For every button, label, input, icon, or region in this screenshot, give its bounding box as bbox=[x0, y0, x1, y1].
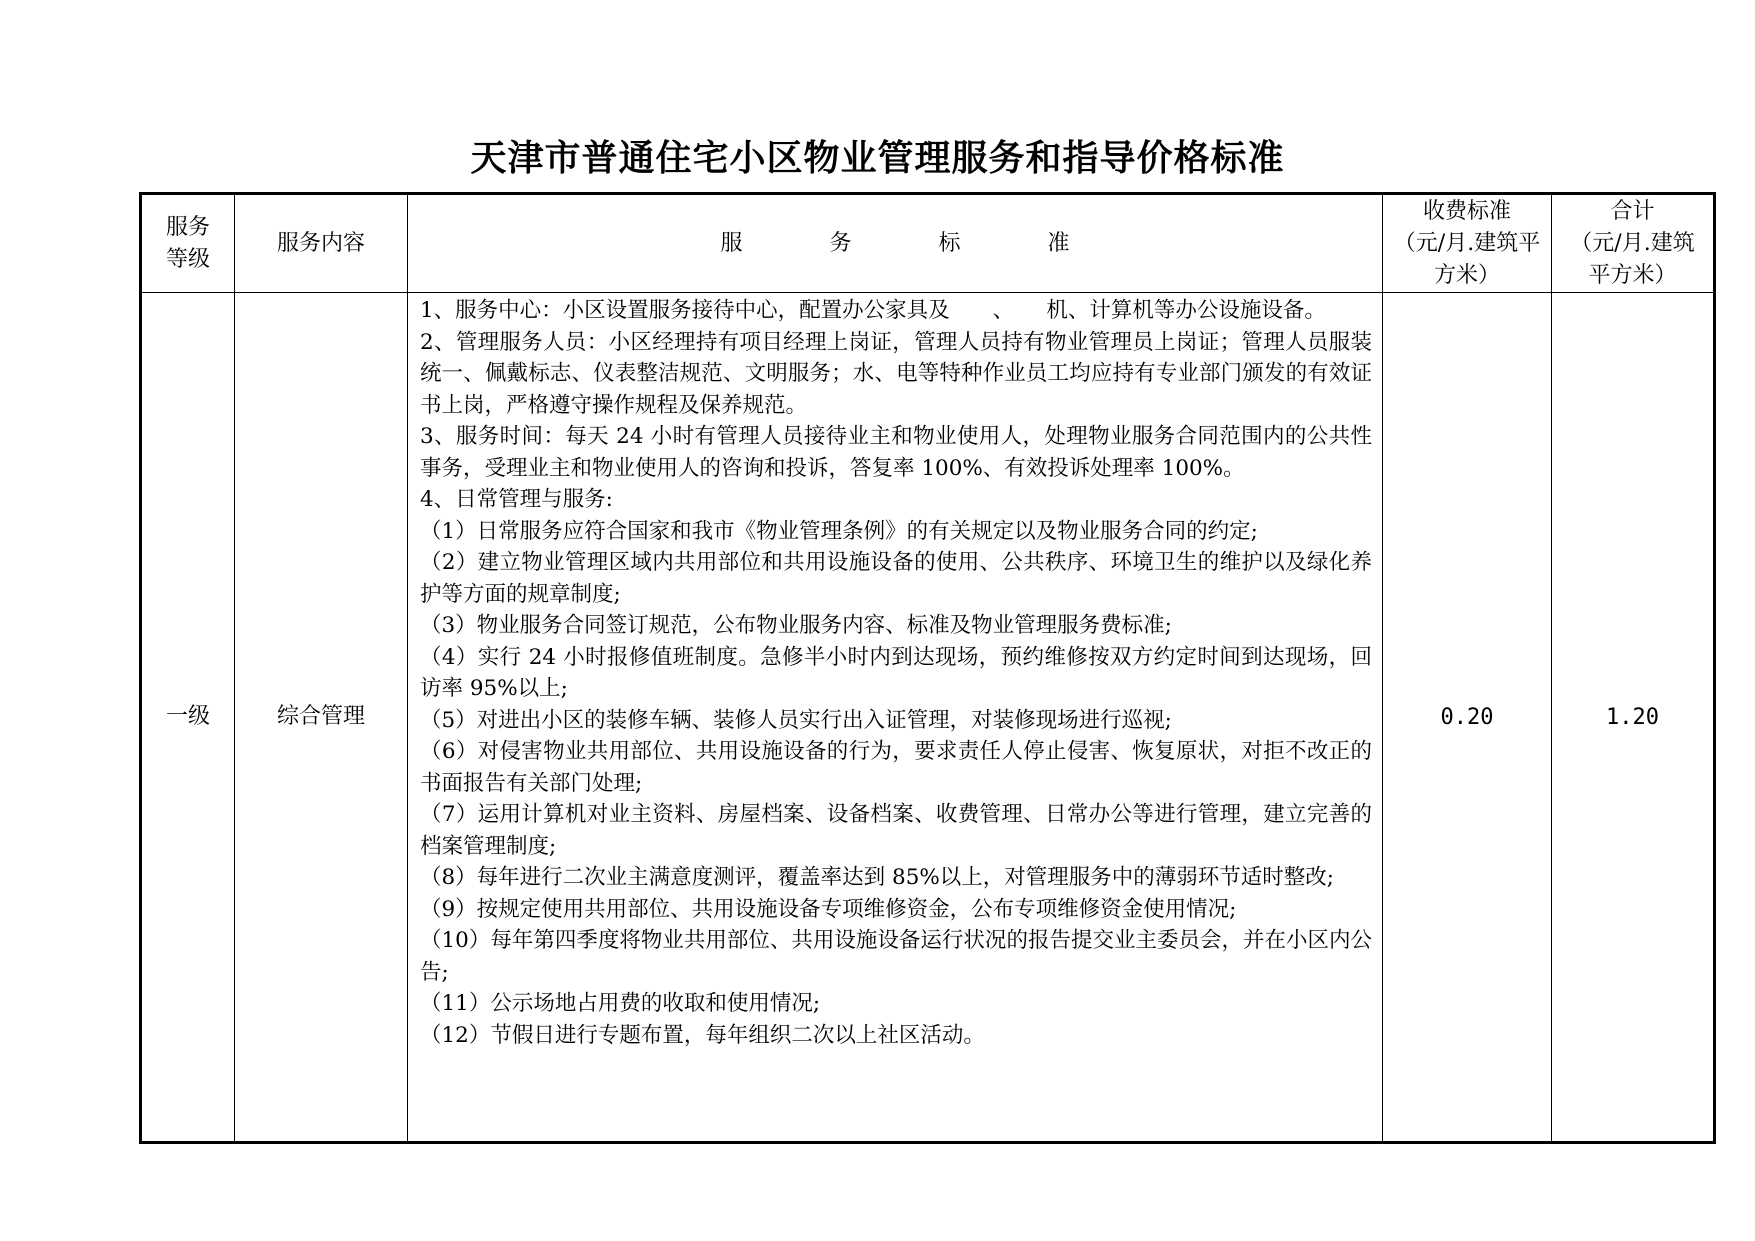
standard-item: 4、日常管理与服务: bbox=[420, 487, 613, 512]
standard-item: （1）日常服务应符合国家和我市《物业管理条例》的有关规定以及物业服务合同的约定; bbox=[420, 518, 1258, 544]
cell-service-level: 一级 bbox=[141, 293, 235, 1143]
header-service-level bbox=[141, 194, 235, 293]
standard-item: 1、服务中心：小区设置服务接待中心，配置办公家具及 、 机、计算机等办公设施设备。 bbox=[420, 298, 1326, 323]
header-service-content-label: 服务内容 bbox=[276, 230, 365, 256]
standard-item: （10）每年第四季度将物业共用部位、共用设施设备运行状况的报告提交业主委员会，并在小区内公告; bbox=[420, 928, 1372, 985]
standard-item: （8）每年进行二次业主满意度测评，覆盖率达到 85%以上，对管理服务中的薄弱环节适时整改; bbox=[420, 865, 1335, 890]
price-standard-table bbox=[139, 192, 1716, 1144]
header-service-content bbox=[235, 194, 408, 293]
header-fee-standard bbox=[1383, 194, 1552, 293]
header-service-standard-label: 服 务 标 准 bbox=[720, 230, 1110, 256]
cell-fee-standard: 0.20 bbox=[1383, 293, 1552, 1143]
cell-service-standard bbox=[408, 293, 1383, 1143]
standard-item: （11）公示场地占用费的收取和使用情况; bbox=[420, 991, 821, 1016]
standard-item: （3）物业服务合同签订规范，公布物业服务内容、标准及物业管理服务费标准; bbox=[420, 613, 1172, 638]
header-fee-standard-label: 收费标准 （元/月.建筑平 方米） bbox=[1393, 198, 1541, 288]
standard-item: （7）运用计算机对业主资料、房屋档案、设备档案、收费管理、日常办公等进行管理，建立完善的档案管理制度; bbox=[420, 802, 1372, 859]
standard-item: 3、服务时间：每天 24 小时有管理人员接待业主和物业使用人，处理物业服务合同范围内的公共性事务，受理业主和物业使用人的咨询和投诉，答复率 100%、有效投诉处理率 100%。 bbox=[420, 424, 1372, 481]
standard-item: 2、管理服务人员：小区经理持有项目经理上岗证，管理人员持有物业管理员上岗证；管理人员服装统一、佩戴标志、仪表整洁规范、文明服务；水、电等特种作业员工均应持有专业部门颁发的有效证书上岗，严格遵守操作规程及保养规范。 bbox=[420, 329, 1372, 418]
header-service-level-label: 服务 等级 bbox=[165, 214, 210, 272]
standard-item: （6）对侵害物业共用部位、共用设施设备的行为，要求责任人停止侵害、恢复原状，对拒不改正的书面报告有关部门处理; bbox=[420, 739, 1372, 796]
table-row bbox=[141, 293, 1715, 1143]
standard-item: （9）按规定使用共用部位、共用设施设备专项维修资金，公布专项维修资金使用情况; bbox=[420, 896, 1237, 922]
header-total bbox=[1552, 194, 1715, 293]
header-service-standard bbox=[408, 194, 1383, 293]
standard-lines bbox=[420, 295, 1372, 1051]
header-total-label: 合计 （元/月.建筑 平方米） bbox=[1570, 198, 1695, 288]
table-header-row bbox=[141, 194, 1715, 293]
standard-item: （2）建立物业管理区域内共用部位和共用设施设备的使用、公共秩序、环境卫生的维护以及绿化养护等方面的规章制度; bbox=[420, 550, 1372, 607]
standard-item: （12）节假日进行专题布置，每年组织二次以上社区活动。 bbox=[420, 1022, 985, 1048]
cell-service-content: 综合管理 bbox=[235, 293, 408, 1143]
standard-item: （4）实行 24 小时报修值班制度。急修半小时内到达现场，预约维修按双方约定时间到达现场，回访率 95%以上; bbox=[420, 644, 1372, 701]
standard-item: （5）对进出小区的装修车辆、装修人员实行出入证管理，对装修现场进行巡视; bbox=[420, 707, 1172, 733]
cell-total: 1.20 bbox=[1552, 293, 1715, 1143]
page-title: 天津市普通住宅小区物业管理服务和指导价格标准 bbox=[470, 138, 1285, 179]
